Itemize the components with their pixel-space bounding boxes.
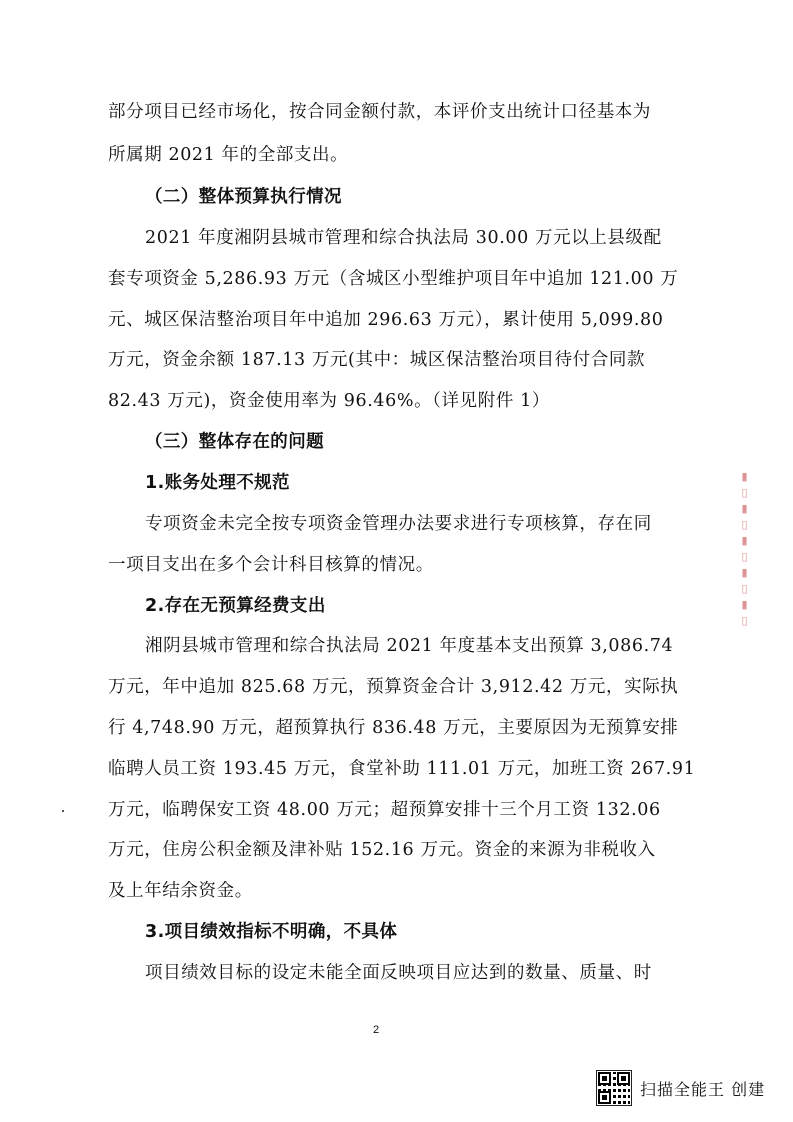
body-line: 2021 年度湘阴县城市管理和综合执法局 30.00 万元以上县级配 [145, 228, 662, 248]
body-line: 行 4,748.90 万元，超预算执行 836.48 万元，主要原因为无预算安排 [108, 718, 679, 738]
scan-speck [62, 810, 64, 812]
qr-code-icon [596, 1070, 632, 1106]
body-line: 82.43 万元)，资金使用率为 96.46%。（详见附件 1） [108, 391, 550, 411]
section-heading: （三）整体存在的问题 [145, 432, 324, 452]
body-line: 项目绩效目标的设定未能全面反映项目应达到的数量、质量、时 [145, 963, 652, 983]
body-line: 套专项资金 5,286.93 万元（含城区小型维护项目年中追加 121.00 万 [108, 269, 679, 289]
page-number: 2 [372, 1024, 380, 1036]
body-line: 专项资金未完全按专项资金管理办法要求进行专项核算，存在同 [145, 514, 652, 534]
body-line: 万元，年中追加 825.68 万元，预算资金合计 3,912.42 万元，实际执 [108, 677, 679, 697]
body-line: 元、城区保洁整治项目年中追加 296.63 万元），累计使用 5,099.80 [108, 310, 664, 330]
body-line: 部分项目已经市场化，按合同金额付款，本评价支出统计口径基本为 [108, 102, 651, 122]
body-line: 湘阴县城市管理和综合执法局 2021 年度基本支出预算 3,086.74 [145, 636, 674, 656]
subsection-heading: 3.项目绩效指标不明确，不具体 [145, 922, 398, 942]
body-line: 所属期 2021 年的全部支出。 [108, 145, 349, 165]
body-line: 万元，住房公积金额及津补贴 152.16 万元。资金的来源为非税收入 [108, 840, 656, 860]
body-line: 万元，资金余额 187.13 万元(其中：城区保洁整治项目待付合同款 [108, 350, 646, 370]
body-line: 万元，临聘保安工资 48.00 万元；超预算安排十三个月工资 132.06 [108, 800, 661, 820]
scanner-watermark [596, 1070, 765, 1106]
subsection-heading: 2.存在无预算经费支出 [145, 596, 326, 616]
section-heading: （二）整体预算执行情况 [145, 187, 342, 207]
scanner-watermark-text: 扫描全能王 创建 [640, 1079, 766, 1099]
body-line: 一项目支出在多个会计科目核算的情况。 [108, 555, 434, 575]
body-line: 临聘人员工资 193.45 万元，食堂补助 111.01 万元，加班工资 267.91 [108, 759, 696, 779]
subsection-heading: 1.账务处理不规范 [145, 473, 290, 493]
seal-stamp-edge: ▮▯▮▯▮▯▮▯▮▯ [738, 470, 751, 630]
body-line: 及上年结余资金。 [108, 881, 253, 901]
